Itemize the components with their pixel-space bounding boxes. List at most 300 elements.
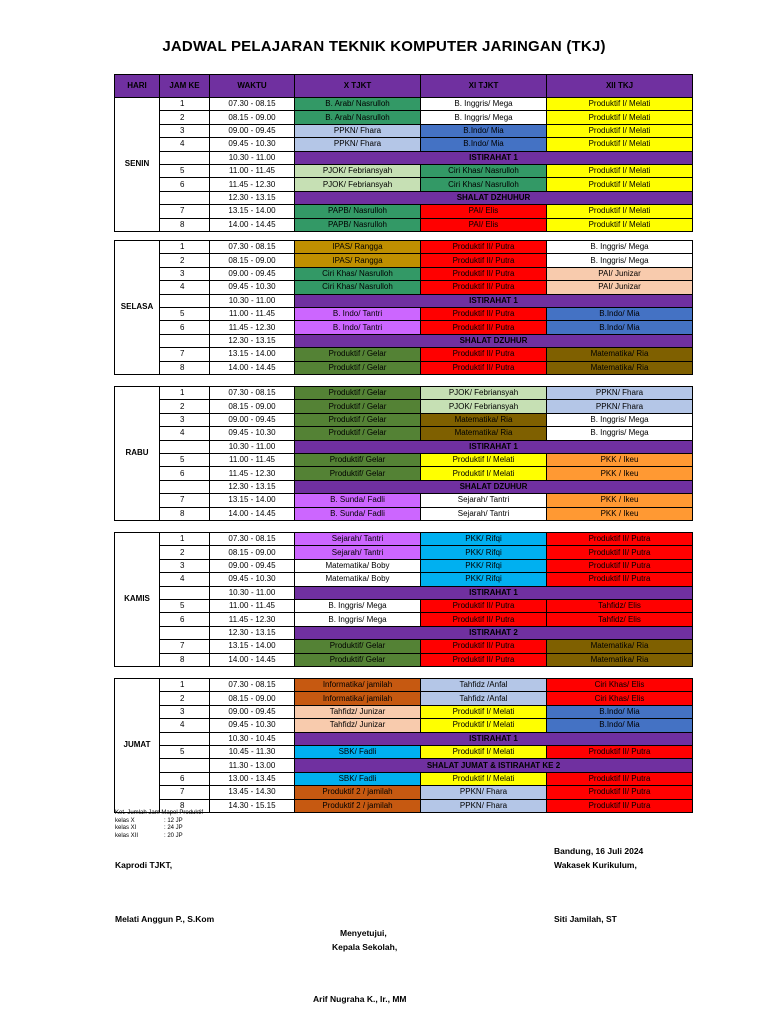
jam-ke-cell: 6 (160, 613, 210, 626)
waktu-cell: 11.30 - 13.00 (210, 759, 295, 772)
lesson-row (115, 453, 693, 466)
xi-tjkt-cell: Sejarah/ Tantri (421, 507, 547, 520)
x-tjkt-cell: SBK/ Fadli (295, 745, 421, 758)
xii-tkj-cell: PKK / Ikeu (547, 507, 693, 520)
note-item: kelas XI : 24 JP (115, 825, 183, 832)
waktu-cell: 10.30 - 11.00 (210, 586, 295, 599)
xii-tkj-cell: Tahfidz/ Elis (547, 599, 693, 612)
lesson-row (115, 348, 693, 361)
xi-tjkt-cell: Produktif II/ Putra (421, 254, 547, 267)
xi-tjkt-cell: Produktif II/ Putra (421, 281, 547, 294)
jam-ke-cell: 1 (160, 387, 210, 400)
xi-tjkt-cell: Produktif I/ Melati (421, 719, 547, 732)
x-tjkt-cell: PAPB/ Nasrulloh (295, 218, 421, 231)
x-tjkt-cell: B. Arab/ Nasrulloh (295, 98, 421, 111)
schedule-table-jumat (114, 678, 693, 813)
waktu-cell: 12.30 - 13.15 (210, 191, 295, 204)
waktu-cell: 09.00 - 09.45 (210, 705, 295, 718)
xi-tjkt-cell: Produktif I/ Melati (421, 745, 547, 758)
break-row (115, 626, 693, 639)
break-row (115, 191, 693, 204)
break-cell: SHALAT DZUHUR (295, 334, 693, 347)
waktu-cell: 09.45 - 10.30 (210, 719, 295, 732)
xi-tjkt-cell: PKK/ Rifqi (421, 546, 547, 559)
xii-tkj-cell: Produktif II/ Putra (547, 573, 693, 586)
lesson-row (115, 719, 693, 732)
break-cell: ISTIRAHAT 1 (295, 732, 693, 745)
lesson-row (115, 494, 693, 507)
approve-label: Menyetujui, (340, 928, 387, 938)
x-tjkt-cell: Informatika/ jamilah (295, 692, 421, 705)
xii-tkj-cell: PKK / Ikeu (547, 453, 693, 466)
xi-tjkt-cell: Produktif II/ Putra (421, 348, 547, 361)
waktu-cell: 14.00 - 14.45 (210, 218, 295, 231)
xi-tjkt-cell: Produktif I/ Melati (421, 453, 547, 466)
xi-tjkt-cell: Tahfidz /Anfal (421, 692, 547, 705)
jam-ke-cell (160, 586, 210, 599)
waktu-cell: 07.30 - 08.15 (210, 241, 295, 254)
break-row (115, 586, 693, 599)
xii-tkj-cell: Produktif II/ Putra (547, 786, 693, 799)
xii-tkj-cell: Ciri Khas/ Elis (547, 692, 693, 705)
x-tjkt-cell: Produktif/ Gelar (295, 640, 421, 653)
day-name: KAMIS (115, 533, 160, 667)
waktu-cell: 09.45 - 10.30 (210, 427, 295, 440)
waktu-cell: 11.00 - 11.45 (210, 453, 295, 466)
jam-ke-cell: 3 (160, 124, 210, 137)
xii-tkj-cell: Produktif I/ Melati (547, 138, 693, 151)
lesson-row (115, 467, 693, 480)
xii-tkj-cell: B.Indo/ Mia (547, 307, 693, 320)
lesson-row (115, 613, 693, 626)
lesson-row (115, 599, 693, 612)
jam-ke-cell (160, 480, 210, 493)
xii-tkj-cell: B.Indo/ Mia (547, 705, 693, 718)
waktu-cell: 14.00 - 14.45 (210, 507, 295, 520)
waktu-cell: 09.45 - 10.30 (210, 573, 295, 586)
jam-ke-cell (160, 759, 210, 772)
lesson-row (115, 98, 693, 111)
notes-heading: Ket. Jumlah Jam Mapel Produktif (115, 810, 204, 816)
jam-ke-cell: 4 (160, 427, 210, 440)
jam-ke-cell: 7 (160, 348, 210, 361)
x-tjkt-cell: Sejarah/ Tantri (295, 533, 421, 546)
header-cell: WAKTU (210, 75, 295, 98)
xi-tjkt-cell: PPKN/ Fhara (421, 799, 547, 812)
x-tjkt-cell: PAPB/ Nasrulloh (295, 205, 421, 218)
kaprodi-name: Melati Anggun P., S.Kom (115, 914, 215, 924)
waktu-cell: 11.00 - 11.45 (210, 307, 295, 320)
jam-ke-cell: 4 (160, 281, 210, 294)
xi-tjkt-cell: PKK/ Rifqi (421, 573, 547, 586)
xi-tjkt-cell: Produktif II/ Putra (421, 653, 547, 666)
xi-tjkt-cell: PJOK/ Febriansyah (421, 400, 547, 413)
waktu-cell: 10.30 - 10.45 (210, 732, 295, 745)
xii-tkj-cell: Produktif II/ Putra (547, 533, 693, 546)
xii-tkj-cell: Produktif II/ Putra (547, 559, 693, 572)
schedule-table-rabu (114, 386, 693, 521)
xi-tjkt-cell: Matematika/ Ria (421, 413, 547, 426)
waktu-cell: 09.00 - 09.45 (210, 413, 295, 426)
xii-tkj-cell: B. Inggris/ Mega (547, 413, 693, 426)
xi-tjkt-cell: PKK/ Rifqi (421, 559, 547, 572)
waktu-cell: 14.00 - 14.45 (210, 361, 295, 374)
xi-tjkt-cell: B.Indo/ Mia (421, 138, 547, 151)
x-tjkt-cell: PPKN/ Fhara (295, 138, 421, 151)
note-item: kelas XII : 20 JP (115, 832, 183, 839)
jam-ke-cell: 6 (160, 467, 210, 480)
xi-tjkt-cell: PAI/ Elis (421, 205, 547, 218)
head-role: Kepala Sekolah, (332, 942, 398, 952)
lesson-row (115, 178, 693, 191)
x-tjkt-cell: SBK/ Fadli (295, 772, 421, 785)
jam-ke-cell: 6 (160, 321, 210, 334)
jam-ke-cell (160, 626, 210, 639)
waktu-cell: 08.15 - 09.00 (210, 111, 295, 124)
head-name: Arif Nugraha K., Ir., MM (313, 994, 407, 1004)
xi-tjkt-cell: PJOK/ Febriansyah (421, 387, 547, 400)
xii-tkj-cell: Produktif I/ Melati (547, 205, 693, 218)
xi-tjkt-cell: Produktif II/ Putra (421, 361, 547, 374)
waktu-cell: 13.15 - 14.00 (210, 205, 295, 218)
x-tjkt-cell: PJOK/ Febriansyah (295, 178, 421, 191)
xii-tkj-cell: PKK / Ikeu (547, 494, 693, 507)
x-tjkt-cell: Sejarah/ Tantri (295, 546, 421, 559)
waktu-cell: 11.45 - 12.30 (210, 321, 295, 334)
waktu-cell: 07.30 - 08.15 (210, 98, 295, 111)
jam-ke-cell (160, 440, 210, 453)
jam-ke-cell: 7 (160, 786, 210, 799)
x-tjkt-cell: Ciri Khas/ Nasrulloh (295, 281, 421, 294)
x-tjkt-cell: Produktif 2 / jamilah (295, 799, 421, 812)
lesson-row (115, 164, 693, 177)
lesson-row (115, 307, 693, 320)
jam-ke-cell: 4 (160, 573, 210, 586)
xi-tjkt-cell: Tahfidz /Anfal (421, 679, 547, 692)
jam-ke-cell: 8 (160, 799, 210, 812)
x-tjkt-cell: Produktif / Gelar (295, 427, 421, 440)
xii-tkj-cell: Produktif II/ Putra (547, 546, 693, 559)
lesson-row (115, 218, 693, 231)
xii-tkj-cell: Matematika/ Ria (547, 640, 693, 653)
jam-ke-cell: 2 (160, 111, 210, 124)
xi-tjkt-cell: Produktif I/ Melati (421, 467, 547, 480)
waktu-cell: 10.45 - 11.30 (210, 745, 295, 758)
x-tjkt-cell: Produktif 2 / jamilah (295, 786, 421, 799)
waktu-cell: 12.30 - 13.15 (210, 480, 295, 493)
waktu-cell: 11.45 - 12.30 (210, 613, 295, 626)
lesson-row (115, 400, 693, 413)
lesson-row (115, 786, 693, 799)
x-tjkt-cell: Produktif / Gelar (295, 361, 421, 374)
schedule-table-senin (114, 74, 693, 232)
lesson-row (115, 281, 693, 294)
xii-tkj-cell: B.Indo/ Mia (547, 719, 693, 732)
xii-tkj-cell: Matematika/ Ria (547, 348, 693, 361)
lesson-row (115, 321, 693, 334)
lesson-row (115, 573, 693, 586)
xii-tkj-cell: B. Inggris/ Mega (547, 241, 693, 254)
break-row (115, 151, 693, 164)
xi-tjkt-cell: Produktif II/ Putra (421, 307, 547, 320)
lesson-row (115, 533, 693, 546)
x-tjkt-cell: Produktif / Gelar (295, 348, 421, 361)
waktu-cell: 09.00 - 09.45 (210, 559, 295, 572)
xii-tkj-cell: B.Indo/ Mia (547, 321, 693, 334)
xii-tkj-cell: Produktif II/ Putra (547, 799, 693, 812)
waktu-cell: 13.15 - 14.00 (210, 494, 295, 507)
waktu-cell: 10.30 - 11.00 (210, 294, 295, 307)
waktu-cell: 09.45 - 10.30 (210, 281, 295, 294)
lesson-row (115, 745, 693, 758)
xii-tkj-cell: Produktif II/ Putra (547, 772, 693, 785)
xii-tkj-cell: Produktif I/ Melati (547, 178, 693, 191)
lesson-row (115, 205, 693, 218)
jam-ke-cell: 8 (160, 361, 210, 374)
day-name: RABU (115, 387, 160, 521)
x-tjkt-cell: B. Sunda/ Fadli (295, 507, 421, 520)
break-row (115, 334, 693, 347)
xi-tjkt-cell: PKK/ Rifqi (421, 533, 547, 546)
lesson-row (115, 267, 693, 280)
break-cell: SHALAT JUMAT & ISTIRAHAT KE 2 (295, 759, 693, 772)
waktu-cell: 08.15 - 09.00 (210, 400, 295, 413)
xi-tjkt-cell: Sejarah/ Tantri (421, 494, 547, 507)
xii-tkj-cell: Matematika/ Ria (547, 653, 693, 666)
xi-tjkt-cell: Matematika/ Ria (421, 427, 547, 440)
waktu-cell: 12.30 - 13.15 (210, 626, 295, 639)
jam-ke-cell: 6 (160, 772, 210, 785)
waktu-cell: 14.00 - 14.45 (210, 653, 295, 666)
x-tjkt-cell: IPAS/ Rangga (295, 254, 421, 267)
jam-ke-cell: 3 (160, 267, 210, 280)
x-tjkt-cell: Tahfidz/ Junizar (295, 719, 421, 732)
waktu-cell: 09.00 - 09.45 (210, 124, 295, 137)
lesson-row (115, 640, 693, 653)
xii-tkj-cell: Tahfidz/ Elis (547, 613, 693, 626)
jam-ke-cell: 2 (160, 546, 210, 559)
xi-tjkt-cell: Produktif II/ Putra (421, 640, 547, 653)
x-tjkt-cell: Informatika/ jamilah (295, 679, 421, 692)
lesson-row (115, 546, 693, 559)
wakasek-role: Wakasek Kurikulum, (554, 860, 637, 870)
waktu-cell: 12.30 - 13.15 (210, 334, 295, 347)
jam-ke-cell: 5 (160, 164, 210, 177)
xii-tkj-cell: Produktif I/ Melati (547, 111, 693, 124)
page-title: JADWAL PELAJARAN TEKNIK KOMPUTER JARINGAN (TKJ) (162, 38, 606, 55)
break-cell: SHALAT DZHUHUR (295, 191, 693, 204)
xi-tjkt-cell: PPKN/ Fhara (421, 786, 547, 799)
jam-ke-cell (160, 191, 210, 204)
xii-tkj-cell: Produktif I/ Melati (547, 98, 693, 111)
jam-ke-cell: 8 (160, 218, 210, 231)
jam-ke-cell: 7 (160, 205, 210, 218)
xi-tjkt-cell: B. Inggris/ Mega (421, 98, 547, 111)
break-row (115, 732, 693, 745)
waktu-cell: 07.30 - 08.15 (210, 679, 295, 692)
lesson-row (115, 559, 693, 572)
x-tjkt-cell: IPAS/ Rangga (295, 241, 421, 254)
xi-tjkt-cell: Produktif II/ Putra (421, 321, 547, 334)
jam-ke-cell: 3 (160, 559, 210, 572)
jam-ke-cell: 1 (160, 679, 210, 692)
jp-notes (115, 810, 203, 840)
x-tjkt-cell: B. Indo/ Tantri (295, 307, 421, 320)
jam-ke-cell: 1 (160, 241, 210, 254)
xi-tjkt-cell: B. Inggris/ Mega (421, 111, 547, 124)
jam-ke-cell (160, 334, 210, 347)
jam-ke-cell: 3 (160, 705, 210, 718)
jam-ke-cell: 5 (160, 745, 210, 758)
xi-tjkt-cell: Produktif II/ Putra (421, 613, 547, 626)
x-tjkt-cell: Matematika/ Boby (295, 573, 421, 586)
jam-ke-cell: 8 (160, 507, 210, 520)
jam-ke-cell (160, 732, 210, 745)
jam-ke-cell: 7 (160, 640, 210, 653)
jam-ke-cell (160, 294, 210, 307)
break-row (115, 294, 693, 307)
xi-tjkt-cell: B.Indo/ Mia (421, 124, 547, 137)
waktu-cell: 13.15 - 14.00 (210, 640, 295, 653)
xii-tkj-cell: PAI/ Junizar (547, 281, 693, 294)
xi-tjkt-cell: Produktif II/ Putra (421, 599, 547, 612)
jam-ke-cell: 1 (160, 98, 210, 111)
waktu-cell: 08.15 - 09.00 (210, 692, 295, 705)
header-cell: X TJKT (295, 75, 421, 98)
lesson-row (115, 653, 693, 666)
x-tjkt-cell: Ciri Khas/ Nasrulloh (295, 267, 421, 280)
waktu-cell: 11.45 - 12.30 (210, 178, 295, 191)
lesson-row (115, 138, 693, 151)
xi-tjkt-cell: Ciri Khas/ Nasrulloh (421, 164, 547, 177)
x-tjkt-cell: PJOK/ Febriansyah (295, 164, 421, 177)
break-cell: ISTIRAHAT 1 (295, 294, 693, 307)
jam-ke-cell: 5 (160, 453, 210, 466)
waktu-cell: 14.30 - 15.15 (210, 799, 295, 812)
xii-tkj-cell: Matematika/ Ria (547, 361, 693, 374)
lesson-row (115, 254, 693, 267)
x-tjkt-cell: PPKN/ Fhara (295, 124, 421, 137)
xi-tjkt-cell: Produktif II/ Putra (421, 267, 547, 280)
lesson-row (115, 705, 693, 718)
lesson-row (115, 507, 693, 520)
lesson-row (115, 124, 693, 137)
xi-tjkt-cell: Produktif I/ Melati (421, 772, 547, 785)
x-tjkt-cell: B. Sunda/ Fadli (295, 494, 421, 507)
break-cell: ISTIRAHAT 1 (295, 151, 693, 164)
x-tjkt-cell: Produktif / Gelar (295, 387, 421, 400)
waktu-cell: 09.45 - 10.30 (210, 138, 295, 151)
header-row (115, 75, 693, 98)
waktu-cell: 09.00 - 09.45 (210, 267, 295, 280)
waktu-cell: 10.30 - 11.00 (210, 440, 295, 453)
note-item: kelas X : 12 JP (115, 817, 183, 824)
jam-ke-cell: 5 (160, 307, 210, 320)
waktu-cell: 07.30 - 08.15 (210, 533, 295, 546)
jam-ke-cell: 2 (160, 692, 210, 705)
xii-tkj-cell: PPKN/ Fhara (547, 387, 693, 400)
waktu-cell: 13.45 - 14.30 (210, 786, 295, 799)
waktu-cell: 11.45 - 12.30 (210, 467, 295, 480)
lesson-row (115, 679, 693, 692)
schedule-table-kamis (114, 532, 693, 667)
xi-tjkt-cell: Produktif II/ Putra (421, 241, 547, 254)
break-row (115, 480, 693, 493)
xii-tkj-cell: PPKN/ Fhara (547, 400, 693, 413)
x-tjkt-cell: Produktif / Gelar (295, 413, 421, 426)
waktu-cell: 11.00 - 11.45 (210, 164, 295, 177)
jam-ke-cell: 4 (160, 719, 210, 732)
jam-ke-cell: 7 (160, 494, 210, 507)
jam-ke-cell: 4 (160, 138, 210, 151)
xii-tkj-cell: PAI/ Junizar (547, 267, 693, 280)
jam-ke-cell: 2 (160, 400, 210, 413)
lesson-row (115, 692, 693, 705)
lesson-row (115, 413, 693, 426)
jam-ke-cell: 5 (160, 599, 210, 612)
kaprodi-role: Kaprodi TJKT, (115, 860, 173, 870)
x-tjkt-cell: Produktif / Gelar (295, 400, 421, 413)
wakasek-name: Siti Jamilah, ST (554, 914, 617, 924)
waktu-cell: 10.30 - 11.00 (210, 151, 295, 164)
jam-ke-cell: 2 (160, 254, 210, 267)
x-tjkt-cell: Matematika/ Boby (295, 559, 421, 572)
waktu-cell: 13.00 - 13.45 (210, 772, 295, 785)
xii-tkj-cell: Produktif I/ Melati (547, 124, 693, 137)
header-cell: JAM KE (160, 75, 210, 98)
header-cell: XII TKJ (547, 75, 693, 98)
xi-tjkt-cell: Produktif I/ Melati (421, 705, 547, 718)
waktu-cell: 11.00 - 11.45 (210, 599, 295, 612)
x-tjkt-cell: B. Inggris/ Mega (295, 613, 421, 626)
break-cell: ISTIRAHAT 1 (295, 440, 693, 453)
xii-tkj-cell: B. Inggris/ Mega (547, 254, 693, 267)
day-name: SELASA (115, 241, 160, 375)
lesson-row (115, 241, 693, 254)
xi-tjkt-cell: Ciri Khas/ Nasrulloh (421, 178, 547, 191)
x-tjkt-cell: B. Arab/ Nasrulloh (295, 111, 421, 124)
day-name: SENIN (115, 98, 160, 232)
header-cell: HARI (115, 75, 160, 98)
waktu-cell: 08.15 - 09.00 (210, 546, 295, 559)
xii-tkj-cell: PKK / Ikeu (547, 467, 693, 480)
break-row (115, 440, 693, 453)
waktu-cell: 13.15 - 14.00 (210, 348, 295, 361)
jam-ke-cell: 6 (160, 178, 210, 191)
jam-ke-cell: 3 (160, 413, 210, 426)
day-name: JUMAT (115, 679, 160, 813)
break-cell: SHALAT DZUHUR (295, 480, 693, 493)
x-tjkt-cell: B. Inggris/ Mega (295, 599, 421, 612)
jam-ke-cell: 1 (160, 533, 210, 546)
break-row (115, 759, 693, 772)
xii-tkj-cell: Produktif I/ Melati (547, 164, 693, 177)
x-tjkt-cell: Produktif/ Gelar (295, 453, 421, 466)
x-tjkt-cell: Tahfidz/ Junizar (295, 705, 421, 718)
x-tjkt-cell: Produktif/ Gelar (295, 467, 421, 480)
xii-tkj-cell: Produktif I/ Melati (547, 218, 693, 231)
waktu-cell: 08.15 - 09.00 (210, 254, 295, 267)
schedule-table-selasa (114, 240, 693, 375)
xii-tkj-cell: B. Inggris/ Mega (547, 427, 693, 440)
xi-tjkt-cell: PAI/ Elis (421, 218, 547, 231)
lesson-row (115, 427, 693, 440)
waktu-cell: 07.30 - 08.15 (210, 387, 295, 400)
break-cell: ISTIRAHAT 1 (295, 586, 693, 599)
lesson-row (115, 361, 693, 374)
lesson-row (115, 772, 693, 785)
header-cell: XI TJKT (421, 75, 547, 98)
